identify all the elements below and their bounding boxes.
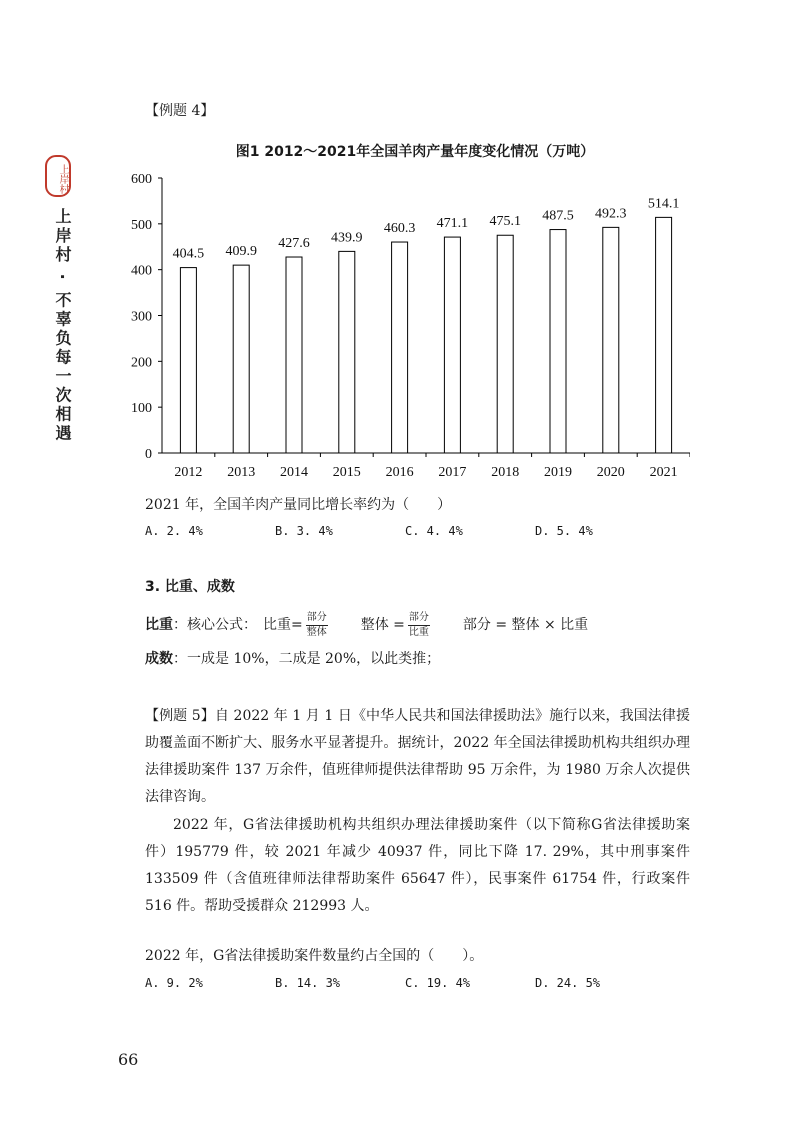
bar bbox=[656, 217, 672, 453]
example5-para1-text: 自 2022 年 1 月 1 日《中华人民共和国法律援助法》施行以来，我国法律援助覆盖面不断扩大、服务水平显著提升。据统计，2022 年全国法律援助机构共组织办理法律援助案件 137 万余件，值班律师提供法律帮助 95 万余件，为 1980 万余人次提供法律咨询。 bbox=[145, 708, 690, 805]
example5-question: 2022 年，G省法律援助案件数量约占全国的（ ）。 bbox=[145, 948, 484, 964]
fraction-whole bbox=[408, 612, 430, 639]
frac-denominator: 整体 bbox=[306, 626, 327, 638]
section3-heading: 3. 比重、成数 bbox=[145, 579, 235, 595]
bar bbox=[180, 268, 196, 453]
bar-value-label: 409.9 bbox=[225, 244, 257, 260]
bar-value-label: 475.1 bbox=[489, 214, 521, 230]
core-formula-label: ：核心公式： bbox=[173, 617, 257, 633]
formula3: 部分 = 整体 × 比重 bbox=[462, 617, 589, 633]
chengshu-text: ：一成是 10%，二成是 20%，以此类推； bbox=[173, 651, 441, 667]
x-tick-label: 2021 bbox=[649, 465, 678, 480]
bar-value-label: 404.5 bbox=[172, 246, 205, 262]
example5-para2: 2022 年，G省法律援助机构共组织办理法律援助案件（以下简称G省法律援助案件）195779 件，较 2021 年减少 40937 件，同比下降 17. 29%，其中刑事案件 133509 件（含值班律师法律帮助案件 65647 件），民事案件 61754 件，行政案件 516 件。帮助受援群众 212993 人。 bbox=[145, 817, 690, 914]
x-tick-label: 2015 bbox=[332, 465, 361, 480]
page-number: 66 bbox=[118, 1050, 139, 1069]
example5-para1 bbox=[145, 703, 690, 811]
x-tick-label: 2018 bbox=[491, 465, 520, 480]
bar-value-label: 492.3 bbox=[595, 206, 627, 222]
option-d[interactable]: D. 5. 4% bbox=[535, 524, 593, 538]
y-tick-label: 400 bbox=[131, 263, 152, 279]
bar-value-label: 439.9 bbox=[331, 230, 363, 246]
bar bbox=[286, 257, 302, 453]
chengshu-line bbox=[145, 649, 440, 669]
frac-numerator: 部分 bbox=[306, 612, 328, 626]
bar-value-label: 514.1 bbox=[647, 196, 680, 212]
ratio-label: 比重 bbox=[145, 617, 173, 633]
example5-options bbox=[145, 976, 665, 990]
x-tick-label: 2016 bbox=[385, 465, 414, 480]
bar-value-label: 427.6 bbox=[278, 236, 310, 252]
y-tick-label: 300 bbox=[131, 309, 152, 325]
formula1-left: 比重= bbox=[263, 617, 303, 633]
bar-value-label: 460.3 bbox=[383, 221, 416, 237]
bar bbox=[550, 230, 566, 453]
y-tick-label: 500 bbox=[131, 217, 152, 233]
x-tick-label: 2013 bbox=[227, 465, 256, 480]
chengshu-label: 成数 bbox=[145, 651, 173, 667]
x-tick-label: 2017 bbox=[438, 465, 467, 480]
option-b[interactable]: B. 3. 4% bbox=[275, 524, 333, 538]
formula2-left: 整体 = bbox=[360, 617, 405, 633]
bar-value-label: 471.1 bbox=[436, 216, 469, 232]
bar-value-label: 487.5 bbox=[542, 208, 574, 224]
example4-question: 2021 年，全国羊肉产量同比增长率约为（ ） bbox=[145, 497, 452, 513]
example5-label: 【例题 5】 bbox=[145, 708, 215, 724]
y-tick-label: 600 bbox=[131, 172, 152, 187]
y-tick-label: 200 bbox=[131, 355, 152, 371]
bar bbox=[339, 251, 355, 453]
x-tick-label: 2012 bbox=[174, 465, 203, 480]
y-tick-label: 0 bbox=[145, 447, 152, 462]
formula-line bbox=[145, 610, 588, 640]
y-tick-label: 100 bbox=[131, 401, 152, 417]
bar bbox=[392, 242, 408, 453]
chart-title: 图1 2012～2021年全国羊肉产量年度变化情况（万吨） bbox=[235, 144, 595, 160]
x-tick-label: 2020 bbox=[596, 465, 625, 480]
option-c[interactable]: C. 4. 4% bbox=[405, 524, 463, 538]
example4-options bbox=[145, 524, 665, 538]
example4-label: 【例题 4】 bbox=[145, 103, 215, 119]
option-b[interactable]: B. 14. 3% bbox=[275, 976, 341, 990]
frac-denominator: 比重 bbox=[408, 626, 429, 638]
option-d[interactable]: D. 24. 5% bbox=[535, 976, 601, 990]
bar bbox=[603, 227, 619, 453]
brand-seal: 上岸村 bbox=[45, 155, 71, 197]
x-tick-label: 2014 bbox=[280, 465, 308, 480]
bar bbox=[233, 265, 249, 453]
bar bbox=[444, 237, 460, 453]
fraction-ratio bbox=[306, 612, 328, 639]
bar-chart bbox=[120, 165, 690, 485]
option-a[interactable]: A. 2. 4% bbox=[145, 524, 203, 538]
bar bbox=[497, 235, 513, 453]
frac-numerator: 部分 bbox=[408, 612, 430, 626]
option-c[interactable]: C. 19. 4% bbox=[405, 976, 471, 990]
x-tick-label: 2019 bbox=[544, 465, 572, 480]
brand-slogan: 上岸村 · 不辜负每一次相遇 bbox=[53, 208, 72, 444]
option-a[interactable]: A. 9. 2% bbox=[145, 976, 203, 990]
